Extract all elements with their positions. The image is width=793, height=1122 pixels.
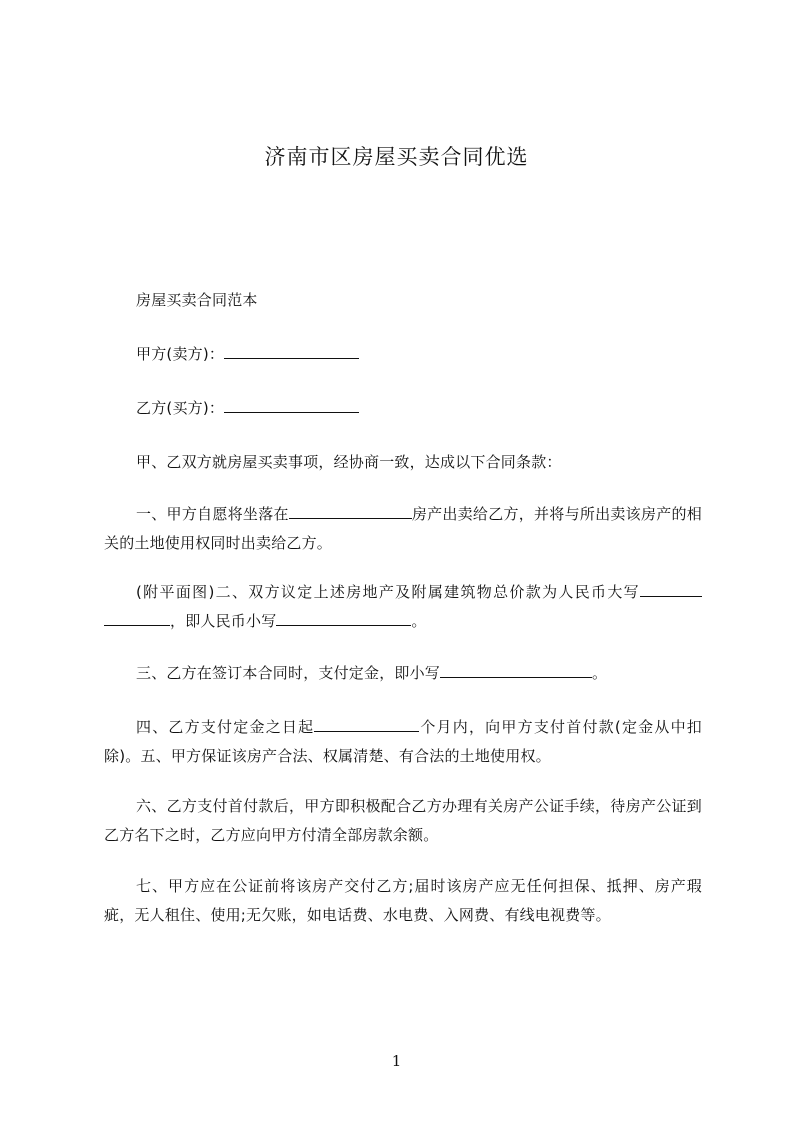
payment-months-blank [314,717,419,732]
price-lowercase-blank [276,611,411,626]
party-b-blank [224,398,359,413]
clause-1-text-end: 房产出卖给乙方，并将与所出卖该房产的相关的土地使用权同时出卖给乙方。 [104,505,702,552]
clause-1-text-start: 一、甲方自愿将坐落在 [136,505,289,523]
clause-2 [104,578,702,636]
clause-3 [104,659,702,688]
party-a-line [104,340,702,369]
clause-4-text-start: 四、乙方支付定金之日起 [136,718,315,736]
clause-4-text-end: 个月内，向甲方支付首付款(定金从中扣除)。五、甲方保证该房产合法、权属清楚、有合法的土地使用权。 [104,718,702,765]
clause-6: 六、乙方支付首付款后，甲方即积极配合乙方办理有关房产公证手续，待房产公证到乙方名下之时，乙方应向甲方付清全部房款余额。 [104,797,702,844]
clause-4-5 [104,713,702,771]
price-uppercase-blank [640,582,702,597]
clause-1 [104,500,702,558]
clause-2-text-start: (附平面图)二、双方议定上述房地产及附属建筑物总价款为人民币大写 [136,583,640,601]
party-b-label: 乙方(买方)： [136,399,225,417]
clause-3-text-start: 三、乙方在签订本合同时，支付定金，即小写 [136,664,441,682]
clause-2-text-middle: ，即人民币小写 [170,612,277,630]
clause-3-text-end: 。 [592,664,608,682]
clause-7: 七、甲方应在公证前将该房产交付乙方;届时该房产应无任何担保、抵押、房产瑕疵，无人租住、使用;无欠账，如电话费、水电费、入网费、有线电视费等。 [104,877,702,924]
page-number: 1 [391,1052,402,1070]
document-title: 济南市区房屋买卖合同优选 [264,145,529,169]
party-b-line [104,394,702,423]
party-a-blank [224,344,359,359]
deposit-amount-blank [440,663,592,678]
price-uppercase-blank-continued [104,611,170,626]
party-a-label: 甲方(卖方)： [136,345,225,363]
clause-2-text-end: 。 [411,612,427,630]
property-location-blank [289,504,412,519]
contract-intro: 甲、乙双方就房屋买卖事项，经协商一致，达成以下合同条款： [136,453,562,471]
contract-subtitle: 房屋买卖合同范本 [136,291,258,309]
